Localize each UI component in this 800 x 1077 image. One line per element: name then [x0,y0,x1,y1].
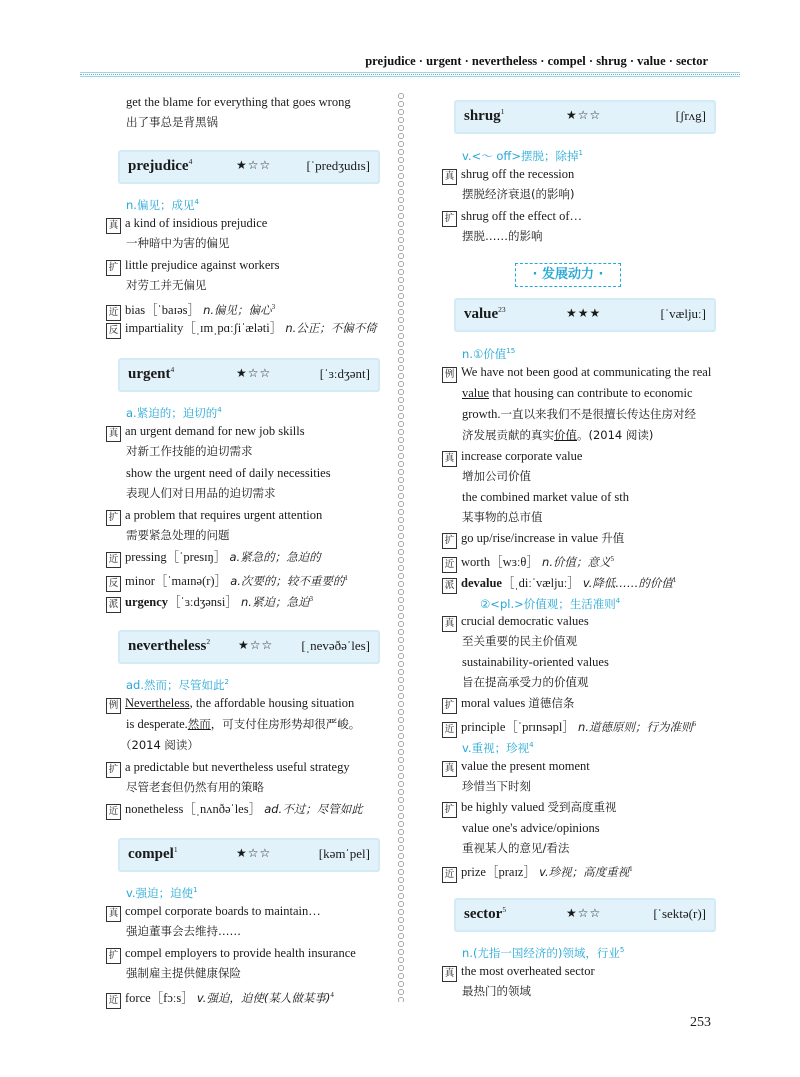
part-of-speech: n.偏见；成见$^4$ [126,197,199,212]
example-line: 真 an urgent demand for new job skills [106,421,305,442]
headword: compel$^1$ [128,845,178,862]
tag-li: 例 [106,698,121,714]
tag-kuo: 扩 [106,510,121,526]
example-line: 真 compel corporate boards to maintain… [106,901,321,922]
tag-jin: 近 [106,993,121,1009]
translation-line: 摆脱……的影响 [462,229,543,243]
part-of-speech: a.紧迫的；迫切的$^4$ [126,405,222,420]
headword: urgent$^4$ [128,365,175,382]
entry-header-value [454,298,716,332]
tag-kuo: 扩 [106,948,121,964]
phonetic: [kəmˈpel] [318,846,370,861]
translation-line: 珍惜当下时刻 [462,779,531,793]
tag-jin: 近 [442,557,457,573]
phonetic: [ˈsektə(r)] [653,906,706,921]
translation-line: 一种暗中为害的偏见 [126,236,230,250]
column-divider [397,92,405,1002]
headword: sector$^5$ [464,905,507,922]
tag-fan: 反 [106,323,121,339]
derivative-line: 派 urgency［ˈɜːdʒənsi］ n.紧迫；急迫$^3$ [106,589,313,613]
translation-line: 对新工作技能的迫切需求 [126,444,253,458]
tag-pai: 派 [106,597,121,613]
part-of-speech: v.重视；珍视$^4$ [462,740,534,755]
example-line: 扩 compel employers to provide health insurance [106,943,356,964]
example-line: 真 a kind of insidious prejudice [106,213,267,234]
header-rule [80,72,740,77]
tag-li: 例 [442,367,457,383]
antonym-line: 反 minor［ˈmaɪnə(r)］ a.次要的；较不重要的$^1$ [106,568,348,592]
part-of-speech: v.<～ off>摆脱；除掉$^1$ [462,148,583,163]
tag-zhen: 真 [442,451,457,467]
phonetic: [ˈpredʒudɪs] [306,158,370,173]
source-line: （2014 阅读） [120,738,199,752]
headword: shrug$^1$ [464,107,505,124]
tag-kuo: 扩 [106,762,121,778]
translation-line: 增加公司价值 [462,469,531,483]
tag-kuo: 扩 [106,260,121,276]
translation-line: 摆脱经济衰退(的影响) [462,187,575,201]
synonym-line: 近 worth［wɜːθ］ n.价值；意义$^5$ [442,549,614,573]
example-line: show the urgent need of daily necessities [126,466,331,480]
entry-header-nevertheless [118,630,380,664]
translation-line: 尽管老套但仍然有用的策略 [126,780,264,794]
phonetic: [ˈvæljuː] [660,306,706,321]
example-line: value that housing can contribute to economic [462,386,693,400]
part-of-speech: n.(尤指一国经济的)领域，行业$^5$ [462,945,625,960]
translation-line: 强迫董事会去维持…… [126,924,241,938]
part-of-speech: n.①价值$^{15}$ [462,346,516,361]
tag-zhen: 真 [442,169,457,185]
frequency-stars: ★★★ [566,306,602,320]
headword: nevertheless$^2$ [128,637,211,654]
antonym-line: 反 impartiality［ˌɪmˌpɑːʃiˈæləti］ n.公正；不偏不倚 [106,318,377,339]
frequency-stars: ★☆☆ [566,906,602,920]
tag-zhen: 真 [106,906,121,922]
tag-zhen: 真 [106,218,121,234]
tag-pai: 派 [442,578,457,594]
example-line: 真 the most overheated sector [442,961,595,982]
phonetic: [ˌnevəðəˈles] [301,638,370,653]
tag-kuo: 扩 [442,533,457,549]
tag-zhen: 真 [106,426,121,442]
translation-line: 需要紧急处理的问题 [126,528,230,542]
example-line: 扩 a problem that requires urgent attention [106,505,322,526]
part-of-speech: v.强迫；迫使$^1$ [126,885,198,900]
headword: value$^{23}$ [464,305,506,322]
synonym-line: 近 principle［ˈprɪnsəpl］ n.道德原则；行为准则$^6$ [442,714,696,738]
example-line: 例 Nevertheless, the affordable housing situation [106,693,354,714]
tag-jin: 近 [442,867,457,883]
frequency-stars: ★☆☆ [236,158,272,172]
phonetic: [ˈɜːdʒənt] [319,366,370,381]
example-line: 扩 a predictable but nevertheless useful strategy [106,757,350,778]
entry-header-compel [118,838,380,872]
translation-line: 最热门的领域 [462,984,531,998]
tag-kuo: 扩 [442,211,457,227]
example-line: 真 shrug off the recession [442,164,574,185]
synonym-line: 近 bias［ˈbaɪəs］ n.偏见；偏心$^3$ [106,297,275,321]
part-of-speech: ad.然而；尽管如此$^2$ [126,677,229,692]
example-line: value one's advice/opinions [462,821,600,835]
example-line: 真 value the present moment [442,756,590,777]
tag-jin: 近 [106,552,121,568]
synonym-line: 近 force［fɔːs］ v.强迫，迫使(某人做某事)$^4$ [106,985,334,1009]
tag-kuo: 扩 [442,802,457,818]
example-line: 真 increase corporate value [442,446,582,467]
example-line: the combined market value of sth [462,490,629,504]
tag-zhen: 真 [442,966,457,982]
section-title: · 发展动力 · [515,263,621,287]
translation-line: 强制雇主提供健康保险 [126,966,241,980]
tag-zhen: 真 [442,761,457,777]
part-of-speech: ②<pl.>价值观；生活准则$^4$ [480,596,621,611]
example-line: 扩 little prejudice against workers [106,255,279,276]
example-line: 扩 shrug off the effect of… [442,206,582,227]
intro-en: get the blame for everything that goes wrong [126,95,351,109]
tag-kuo: 扩 [442,698,457,714]
example-line: 例 We have not been good at communicating the real [442,362,711,383]
example-line: 扩 go up/rise/increase in value 升值 [442,528,624,549]
page-number: 253 [690,1015,711,1030]
synonym-line: 近 prize［praɪz］ v.珍视；高度重视$^1$ [442,859,633,883]
translation-line: 至关重要的民主价值观 [462,634,577,648]
tag-jin: 近 [106,804,121,820]
translation-line: 对劳工并无偏见 [126,278,207,292]
entry-header-shrug [454,100,716,134]
frequency-stars: ★☆☆ [566,108,602,122]
derivative-line: 派 devalue［ˌdiːˈvæljuː］ v.降低……的价值$^1$ [442,570,676,594]
frequency-stars: ★☆☆ [236,366,272,380]
synonym-line: 近 pressing［ˈpresɪŋ］ a.紧急的；急迫的 [106,547,321,568]
frequency-stars: ★☆☆ [236,846,272,860]
example-line: 真 crucial democratic values [442,611,589,632]
tag-fan: 反 [106,576,121,592]
entry-header-sector [454,898,716,932]
example-line: is desperate.然而，可支付住房形势却很严峻。 [126,717,361,731]
intro-zh: 出了事总是背黑锅 [126,115,218,129]
headword: prejudice$^4$ [128,157,193,174]
translation-line: 旨在提高承受力的价值观 [462,675,589,689]
example-line: growth.一直以来我们不是很擅长传达住房对经 [462,407,697,421]
entry-header-prejudice [118,150,380,184]
running-head: prejudice · urgent · nevertheless · compel · shrug · value · sector [365,54,708,68]
tag-jin: 近 [442,722,457,738]
example-line: 扩 moral values 道德信条 [442,693,574,714]
synonym-line: 近 nonetheless［ˌnʌnðəˈles］ ad.不过；尽管如此 [106,799,363,820]
example-line: 扩 be highly valued 受到高度重视 [442,797,616,818]
tag-zhen: 真 [442,616,457,632]
entry-header-urgent [118,358,380,392]
example-line: sustainability-oriented values [462,655,609,669]
phonetic: [ʃrʌg] [675,108,706,123]
tag-jin: 近 [106,305,121,321]
translation-line: 重视某人的意见/看法 [462,841,570,855]
example-line: 济发展贡献的真实价值。(2014 阅读) [462,428,654,442]
translation-line: 某事物的总市值 [462,510,543,524]
translation-line: 表现人们对日用品的迫切需求 [126,486,276,500]
frequency-stars: ★☆☆ [238,638,274,652]
